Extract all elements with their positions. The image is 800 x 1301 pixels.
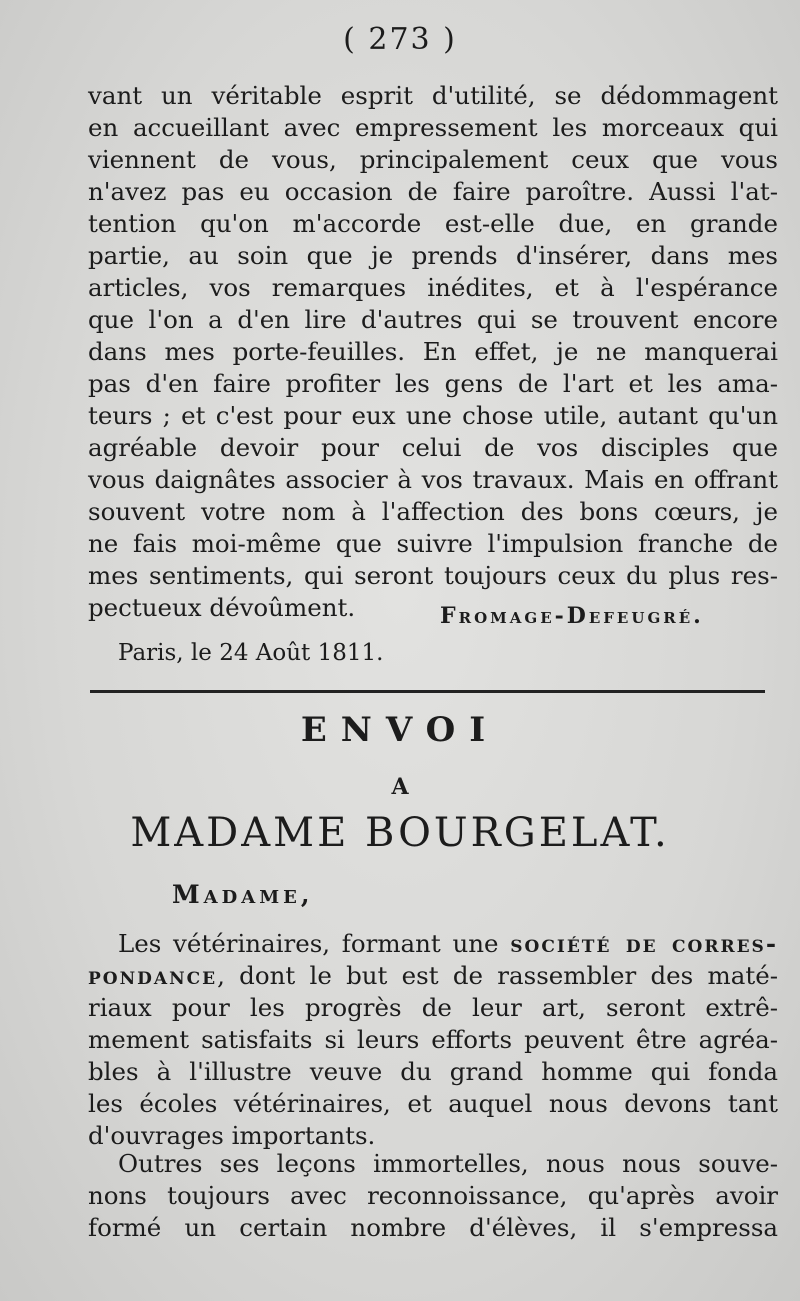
text-line: viennent de vous, principalement ceux que vous (88, 145, 778, 174)
text-line: partie, au soin que je prends d'insérer, dans mes (88, 241, 778, 270)
text-line: formé un certain nombre d'élèves, il s'empressa (88, 1213, 778, 1242)
signature: Fromage-Defeugré. (440, 603, 704, 629)
place-date: Paris, le 24 Août 1811. (118, 640, 384, 666)
text-line: mes sentiments, qui seront toujours ceux du plus res- (88, 561, 778, 590)
text-line: ne fais moi-même que suivre l'impulsion franche de (88, 529, 778, 558)
dedicatee-heading: MADAME BOURGELAT. (130, 810, 670, 856)
text-line: tention qu'on m'accorde est-elle due, en grande (88, 209, 778, 238)
text-line: vant un véritable esprit d'utilité, se dédommagent (88, 81, 778, 110)
text-line: mement satisfaits si leurs efforts peuvent être agréa- (88, 1025, 778, 1054)
text-line: en accueillant avec empressement les morceaux qui (88, 113, 778, 142)
text-line: que l'on a d'en lire d'autres qui se trouvent encore (88, 305, 778, 334)
text-line: pectueux dévoûment. (88, 593, 356, 622)
text-line: souvent votre nom à l'affection des bons cœurs, je (88, 497, 778, 526)
text-line: articles, vos remarques inédites, et à l'espérance (88, 273, 778, 302)
section-heading: ENVOI (300, 710, 500, 750)
page-number: ( 273 ) (343, 22, 457, 57)
text-line: d'ouvrages importants. (88, 1121, 376, 1150)
small-caps-text: pondance (88, 961, 218, 990)
text-line: pas d'en faire profiter les gens de l'art et les ama- (88, 369, 778, 398)
letter-paragraph (88, 80, 778, 624)
text-line: agréable devoir pour celui de vos disciples que (88, 433, 778, 462)
text-line: nons toujours avec reconnoissance, qu'après avoir (88, 1181, 778, 1210)
text-line: les écoles vétérinaires, et auquel nous devons tant (88, 1089, 778, 1118)
heading-preposition: A (391, 774, 409, 800)
text-segment: Les vétérinaires, formant une (118, 929, 511, 958)
text-line: n'avez pas eu occasion de faire paroître. Aussi l'at- (88, 177, 778, 206)
text-line: Outres ses leçons immortelles, nous nous souve- (118, 1149, 778, 1178)
text-segment: , dont le but est de rassembler des maté- (217, 961, 778, 990)
divider-rule (90, 690, 765, 693)
text-line (88, 960, 778, 992)
text-line: riaux pour les progrès de leur art, seront extrê- (88, 993, 778, 1022)
text-line: vous daignâtes associer à vos travaux. Mais en offrant (88, 465, 778, 494)
envoi-paragraph (88, 928, 778, 1152)
small-caps-text: société de corres- (510, 929, 778, 958)
text-line: dans mes porte-feuilles. En effet, je ne manquerai (88, 337, 778, 366)
envoi-paragraph (88, 1148, 778, 1244)
text-line: teurs ; et c'est pour eux une chose utile, autant qu'un (88, 401, 778, 430)
text-line (88, 928, 778, 960)
salutation: Madame, (172, 880, 314, 909)
text-line: bles à l'illustre veuve du grand homme qui fonda (88, 1057, 778, 1086)
